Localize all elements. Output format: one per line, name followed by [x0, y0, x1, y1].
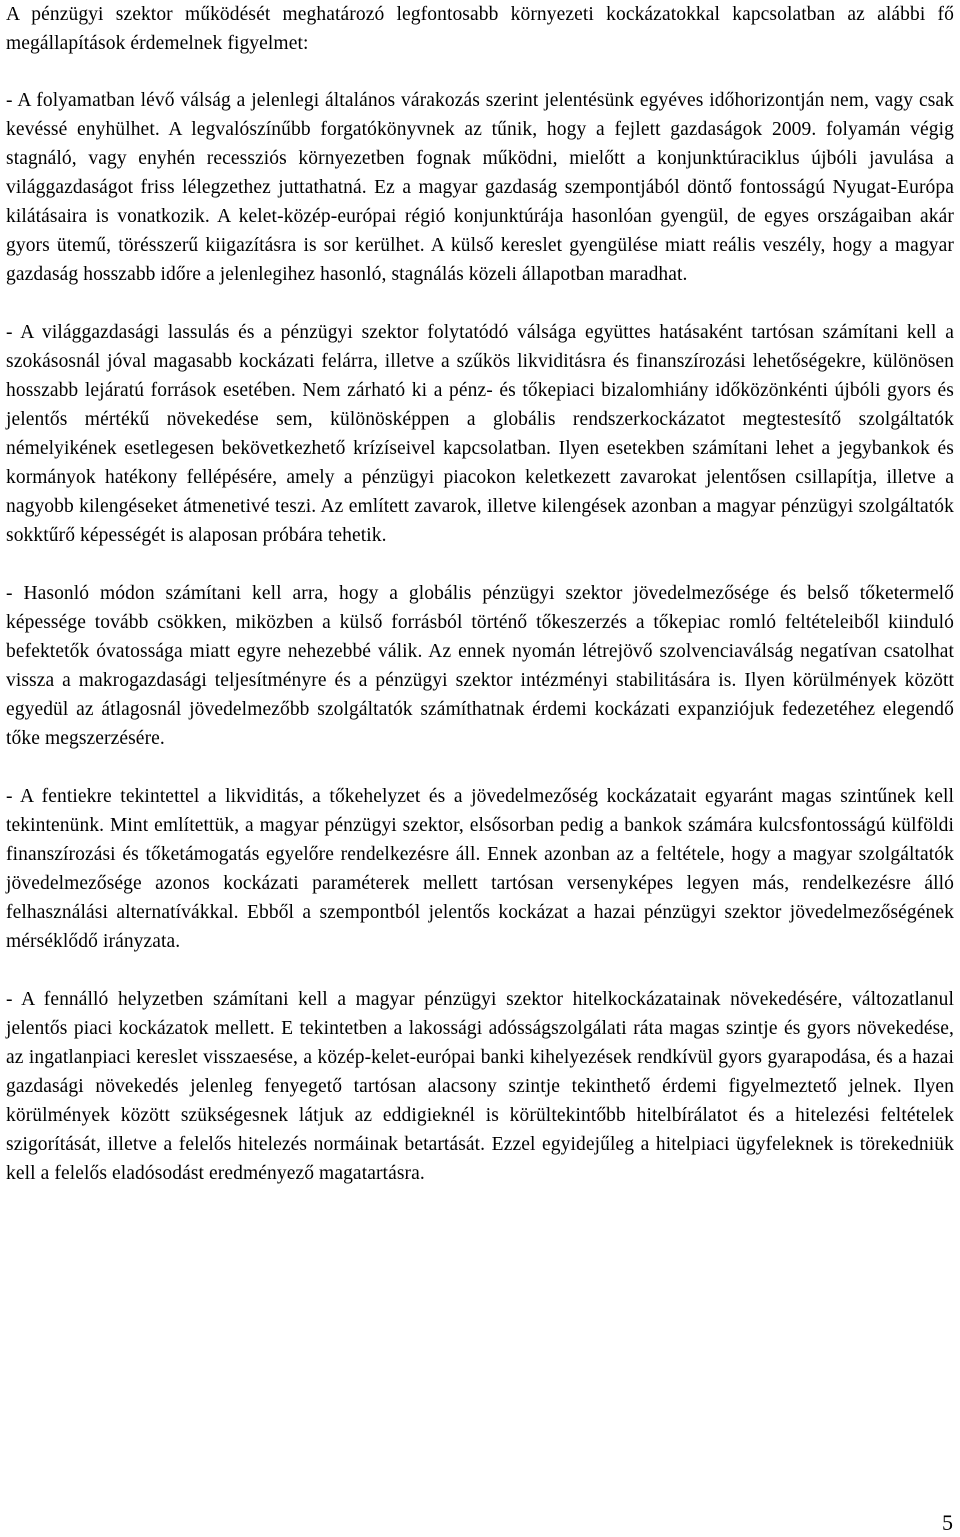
document-body [6, 0, 954, 1188]
page-number: 5 [942, 1510, 953, 1535]
paragraph-2: - A világgazdasági lassulás és a pénzügyi szektor folytatódó válsága együttes hatásaként tartósan számítani kell a szokásosnál jóval magasabb kockázati felárra, illetve a szűkös likviditásra és finanszírozási lehetőségekre, különösen hosszabb lejáratú források esetében. Nem zárható ki a pénz- és tőkepiaci bizalomhiány időközönkénti újbóli gyors és jelentős mértékű növekedése sem, különösképpen a globális rendszerkockázatot megtestesítő szolgáltatók némelyikének esetlegesen bekövetkezhető krízíseivel kapcsolatban. Ilyen esetekben számítani lehet a jegybankok és kormányok hatékony fellépésére, amely a pénzügyi piacokon keletkezett zavarokat jelentősen csillapítja, illetve a nagyobb kilengéseket átmenetivé teszi. Az említett zavarok, illetve kilengések azonban a magyar pénzügyi szolgáltatók sokktűrő képességét is alaposan próbára tehetik. [6, 322, 954, 546]
paragraph-4: - A fentiekre tekintettel a likviditás, a tőkehelyzet és a jövedelmezőség kockázatait egyaránt magas szintűnek kell tekintenünk. Mint említettük, a magyar pénzügyi szektor, elsősorban pedig a bankok számára kulcsfontosságú külföldi finanszírozási és tőketámogatás egyelőre rendelkezésre áll. Ennek azonban az a feltétele, hogy a magyar szolgáltatók jövedelmezősége azonos kockázati paraméterek mellett tartósan versenyképes legyen más, rendelkezésre álló felhasználási alternatívákkal. Ebből a szempontból jelentős kockázat a hazai pénzügyi szektor jövedelmezőségének mérséklődő irányzata. [6, 786, 954, 952]
paragraph-3: - Hasonló módon számítani kell arra, hogy a globális pénzügyi szektor jövedelmezősége és belső tőketermelő képessége tovább csökken, miközben a külső forrásból történő tőkeszerzés a tőkepiac romló feltételeiből kiinduló befektetők óvatossága miatt egyre nehezebbé válik. Az ennek nyomán létrejövő szolvenciaválság negatívan csatolhat vissza a makrogazdasági teljesítményre és a pénzügyi szektor intézményi stabilitására is. Ilyen körülmények között egyedül az átlagosnál jövedelmezőbb szolgáltatók számíthatnak érdemi kockázati expanziójuk fedezetéhez elegendő tőke megszerzésére. [6, 583, 954, 749]
paragraph-1: - A folyamatban lévő válság a jelenlegi általános várakozás szerint jelentésünk egyéves időhorizontján nem, vagy csak kevéssé enyhülhet. A legvalószínűbb forgatókönyvnek az tűnik, hogy a fejlett gazdaságok 2009. folyamán végig stagnáló, vagy enyhén recessziós környezetben fognak működni, mielőtt a konjunktúraciklus újbóli javulása a világgazdaságot friss lélegzethez juttathatná. Ez a magyar gazdaság szempontjából döntő fontosságú Nyugat-Európa kilátásaira is vonatkozik. A kelet-közép-európai régió konjunktúrája hasonlóan gyengül, de egyes országaiban akár gyors ütemű, törésszerű kiigazításra is sor kerülhet. A külső kereslet gyengülése miatt reális veszély, hogy a magyar gazdaság hosszabb időre a jelenlegihez hasonló, stagnálás közeli állapotban maradhat. [6, 90, 954, 285]
paragraph-5: - A fennálló helyzetben számítani kell a magyar pénzügyi szektor hitelkockázatainak növekedésére, változatlanul jelentős piaci kockázatok mellett. E tekintetben a lakossági adósságszolgálati ráta magas szintje és gyors növekedése, az ingatlanpiaci kereslet visszaesése, a közép-kelet-európai banki kihelyezések rendkívül gyors gyarapodása, és a hazai gazdasági növekedés jelenleg fenyegető tartósan alacsony szintje tekinthető érdemi figyelmeztető jelnek. Ilyen körülmények között szükségesnek látjuk az eddigieknél is körültekintőbb hitelbírálatot és a hitelezési feltételek szigorítását, illetve a felelős hitelezés normáinak betartását. Ezzel egyidejűleg a hitelpiaci ügyfeleknek is törekedniük kell a felelős eladósodást eredményező magatartásra. [6, 989, 954, 1184]
intro-paragraph: A pénzügyi szektor működését meghatározó legfontosabb környezeti kockázatokkal kapcsolatban az alábbi fő megállapítások érdemelnek figyelmet: [6, 4, 954, 54]
